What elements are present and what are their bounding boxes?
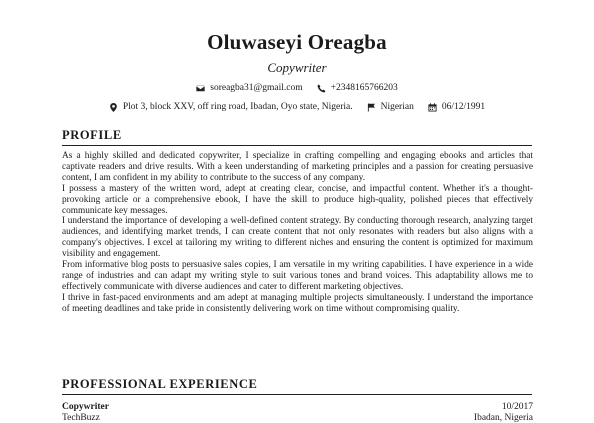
profile-paragraph: I possess a mastery of the written word, adept at creating clear, concise, and impactful content. Whether it's a thought-provoking article or a comprehensive ebook, I have the skill to produce high-quality, polished pieces that effectively communicate key messages. bbox=[62, 183, 533, 216]
phone-icon bbox=[317, 84, 326, 93]
contact-row-primary bbox=[0, 83, 594, 93]
experience-location: Ibadan, Nigeria bbox=[473, 413, 533, 423]
profile-paragraph: I understand the importance of developing a well-defined content strategy. By conducting thorough research, analyzing target audiences, and identifying market trends, I can create content that not only resonates with readers but also aligns with a company's objectives. I excel at tailoring my writing to different niches and ensuring the content is optimized for maximum visibility and engagement. bbox=[62, 216, 533, 260]
nationality-text: Nigerian bbox=[380, 102, 414, 112]
experience-position: Copywriter bbox=[62, 402, 109, 412]
map-pin-icon bbox=[109, 103, 118, 112]
dob-item bbox=[428, 102, 485, 112]
nationality-item bbox=[367, 102, 414, 112]
dob-text: 06/12/1991 bbox=[441, 102, 486, 112]
contact-row-secondary bbox=[0, 102, 594, 112]
email-text: soreagba31@gmail.com bbox=[210, 83, 303, 93]
phone-text: +2348165766203 bbox=[330, 83, 398, 93]
phone-item[interactable] bbox=[317, 83, 398, 93]
experience-date: 10/2017 bbox=[501, 402, 533, 412]
job-role: Copywriter bbox=[267, 60, 327, 75]
experience-company: TechBuzz bbox=[62, 413, 100, 423]
profile-paragraph: I thrive in fast-paced environments and am adept at managing multiple projects simultaneously. I understand the importance of meeting deadlines and take pride in consistently delivering work on time without compromising quality. bbox=[62, 292, 533, 314]
email-item[interactable] bbox=[196, 83, 302, 93]
profile-paragraph: From informative blog posts to persuasive sales copies, I am versatile in my writing capabilities. I have experience in a wide range of industries and can adapt my writing style to suit various tones and brand voices. This adaptability allows me to effectively communicate with diverse audiences and cater to different marketing objectives. bbox=[62, 260, 533, 292]
address-item bbox=[109, 102, 353, 112]
flag-icon bbox=[367, 103, 376, 112]
profile-paragraph: As a highly skilled and dedicated copywriter, I specialize in crafting compelling and engaging ebooks and articles that captivate readers and drive results. With a keen understanding of marketing principles and a passion for creating persuasive content, I am confident in my ability to contribute to the success of any company. bbox=[62, 151, 533, 183]
address-text: Plot 3, block XXV, off ring road, Ibadan, Oyo state, Nigeria. bbox=[122, 102, 353, 112]
experience-heading: PROFESSIONAL EXPERIENCE bbox=[62, 377, 532, 395]
envelope-icon bbox=[196, 84, 205, 93]
profile-heading: PROFILE bbox=[62, 128, 532, 146]
candidate-name: Oluwaseyi Oreagba bbox=[207, 30, 387, 54]
calendar-icon bbox=[428, 103, 437, 112]
profile-body bbox=[62, 151, 533, 315]
